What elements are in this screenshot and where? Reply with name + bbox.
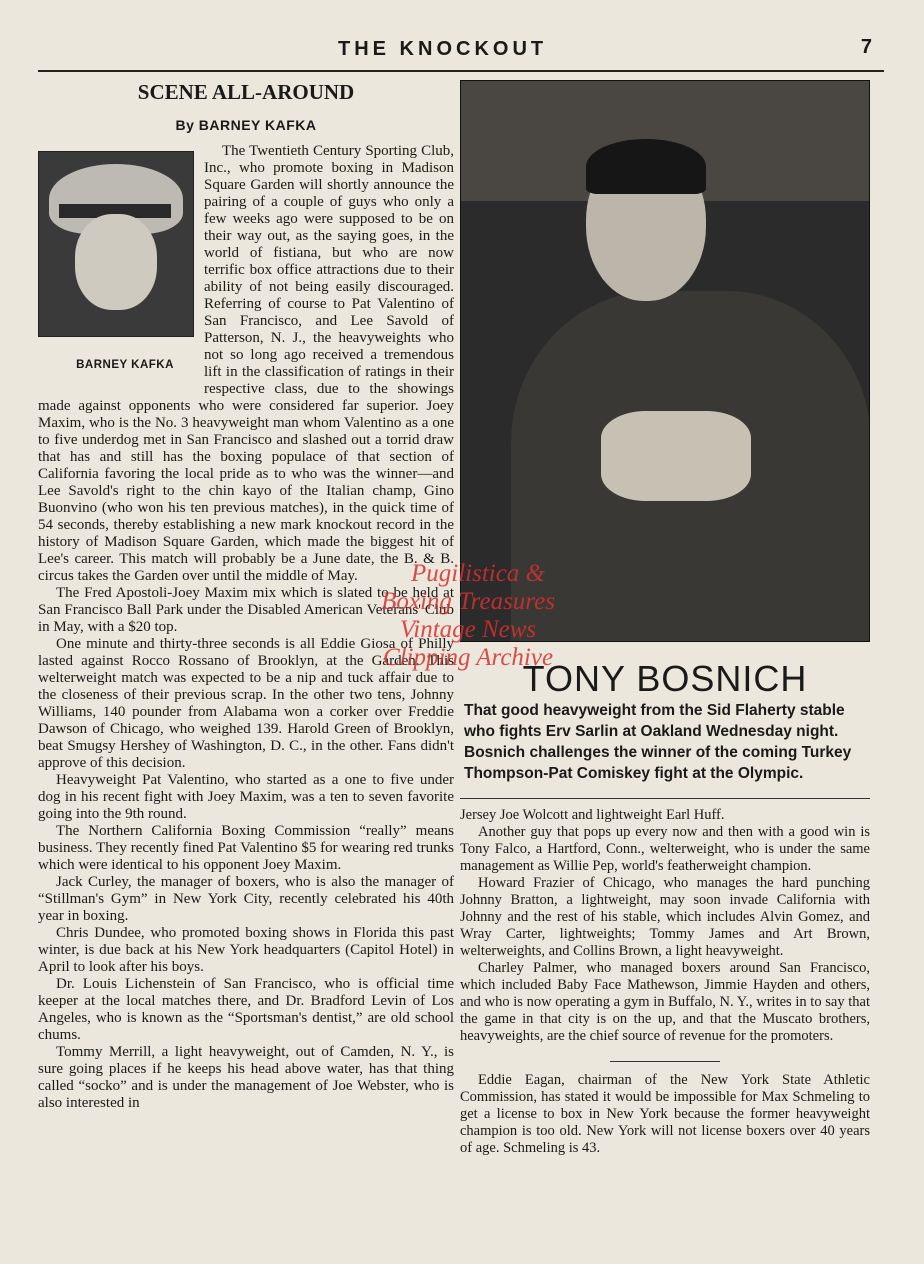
article-paragraph: Chris Dundee, who promoted boxing shows in Florida this past winter, is due back at his New York headquarters (Capitol Hotel) in April to look after his boys.	[38, 925, 454, 975]
article-paragraph: Jack Curley, the manager of boxers, who is also the manager of “Stillman's Gym” in New York City, recently celebrated his 40th year in boxing.	[38, 874, 454, 924]
short-rule	[610, 1061, 720, 1062]
continued-paragraph: Another guy that pops up every now and then with a good win is Tony Falco, a Hartford, Conn., welterweight, who is under the same management as Willie Pep, world's featherweight champion.	[460, 824, 870, 874]
section-rule	[460, 798, 870, 799]
continued-paragraph: Howard Frazier of Chicago, who manages the hard punching Johnny Bratton, a lightweight, may soon invade California with Johnny and the rest of his stable, which includes Alvin Gomez, and Wray Carter, lightweights; Tommy James and Art Brown, welterweights, and Collins Brown, a light heavyweight.	[460, 875, 870, 959]
watermark-line: Vintage News	[399, 616, 537, 643]
watermark-line: Pugilistica &	[410, 560, 546, 587]
article-paragraph: One minute and thirty-three seconds is all Eddie Giosa of Philly lasted against Rocco Rossano of Brooklyn, at the Garden. This welterweight match was expected to be a nip and tuck affair due to the closeness of their previous scrap. In the other two tens, Johnny Williams, 140 pounder from Alabama won a corker over Freddie Dawson of Chicago, who weighed 139. Harold Green of Brooklyn, beat Smugsy Hershey of Washington, D. C., in the other. Fans didn't approve of this decision.	[38, 636, 454, 771]
continued-text	[460, 807, 870, 1157]
article-paragraph: Heavyweight Pat Valentino, who started as a one to five under dog in his recent fight with Joey Maxim, was a ten to seven favorite going into the 9th round.	[38, 772, 454, 822]
feature-name: TONY BOSNICH	[522, 658, 808, 699]
article-paragraph: Tommy Merrill, a light heavyweight, out of Camden, N. Y., is sure going places if he keeps his head above water, has that thing called “socko” and is under the management of Joe Webster, who is also interested in	[38, 1044, 454, 1111]
article-paragraph-text: The Twentieth Century Sporting Club, Inc., who promote boxing in Madison Square Garden will shortly announce the pairing of a couple of guys who only a few weeks ago were supposed to be on their way out, as the saying goes, in the world of fistiana, but who are now terrific box office attractions due to their ability of not being easily discouraged. Referring of course to Pat Valentino of San Francisco, and Lee Savold of Patterson, N. J., the heavyweights who not so long ago received a tremendous lift in the classification of ratings in their respective class, due to the showings made against opponents who were considered far superior. Joey Maxim, who is the No. 3 heavyweight man whom Valentino as a one to five underdog met in San Francisco and slashed out a torrid draw that has and still has the boxing populace of that section of California favoring the local pride as to who was the winner—and Lee Savold's right to the chin kayo of the Italian champ, Gino Buonvino (who won his ten previous matches), in the quick time of 54 seconds, thereby establishing a new mark knockout record in the history of Madison Square Garden, which made the biggest hit of Lee's career. This match will probably be a June date, the B. & B. circus takes the Garden over until the middle of May.	[38, 143, 454, 584]
article-paragraph	[38, 143, 454, 585]
bosnich-photo	[460, 80, 870, 642]
watermark-line: Boxing Treasures	[381, 588, 555, 615]
kafka-photo	[38, 151, 194, 337]
article-paragraph: Dr. Louis Lichenstein of San Francisco, who is official time keeper at the local matches there, and Dr. Bradford Levin of Los Angeles, who is known as the “Sportsman's dentist,” are old school chums.	[38, 976, 454, 1043]
article-paragraph: The Northern California Boxing Commission “really” means business. They recently fined Pat Valentino $5 for wearing red trunks which were identical to his opponent Joey Maxim.	[38, 823, 454, 873]
masthead-rule	[38, 70, 884, 72]
article-paragraph: The Fred Apostoli-Joey Maxim mix which is slated to be held at San Francisco Ball Park under the Disabled American Veterans' Club in May, with a $20 top.	[38, 585, 454, 635]
masthead	[38, 38, 884, 68]
page-number: 7	[860, 36, 872, 58]
continued-paragraph: Jersey Joe Wolcott and lightweight Earl Huff.	[460, 807, 725, 823]
watermark	[338, 560, 598, 672]
feature-blurb: That good heavyweight from the Sid Flaherty stable who fights Erv Sarlin at Oakland Wednesday night. Bosnich challenges the winner of the coming Turkey Thompson-Pat Comiskey fight at the Olympic.	[464, 702, 852, 782]
continued-paragraph: Eddie Eagan, chairman of the New York State Athletic Commission, has stated it would be impossible for Max Schmeling to get a license to box in New York because the former heavyweight champion is too old. New York will not license boxers over 40 years of age. Schmeling is 43.	[460, 1072, 870, 1156]
continued-paragraph: Charley Palmer, who managed boxers around San Francisco, which included Baby Face Mathewson, Jimmie Hayden and others, and who is now operating a gym in Buffalo, N. Y., writes in to say that the game in that city is on the up, and that the Muscato brothers, heavyweights, are the chief source of revenue for the promoters.	[460, 960, 870, 1044]
article-byline: By BARNEY KAFKA	[175, 117, 317, 133]
watermark-line: Clipping Archive	[382, 644, 554, 671]
article-headline: SCENE ALL-AROUND	[137, 80, 355, 104]
publication-title: THE KNOCKOUT	[338, 38, 548, 60]
kafka-photo-caption: BARNEY KAFKA	[76, 359, 174, 371]
kafka-photo-block	[38, 151, 194, 387]
